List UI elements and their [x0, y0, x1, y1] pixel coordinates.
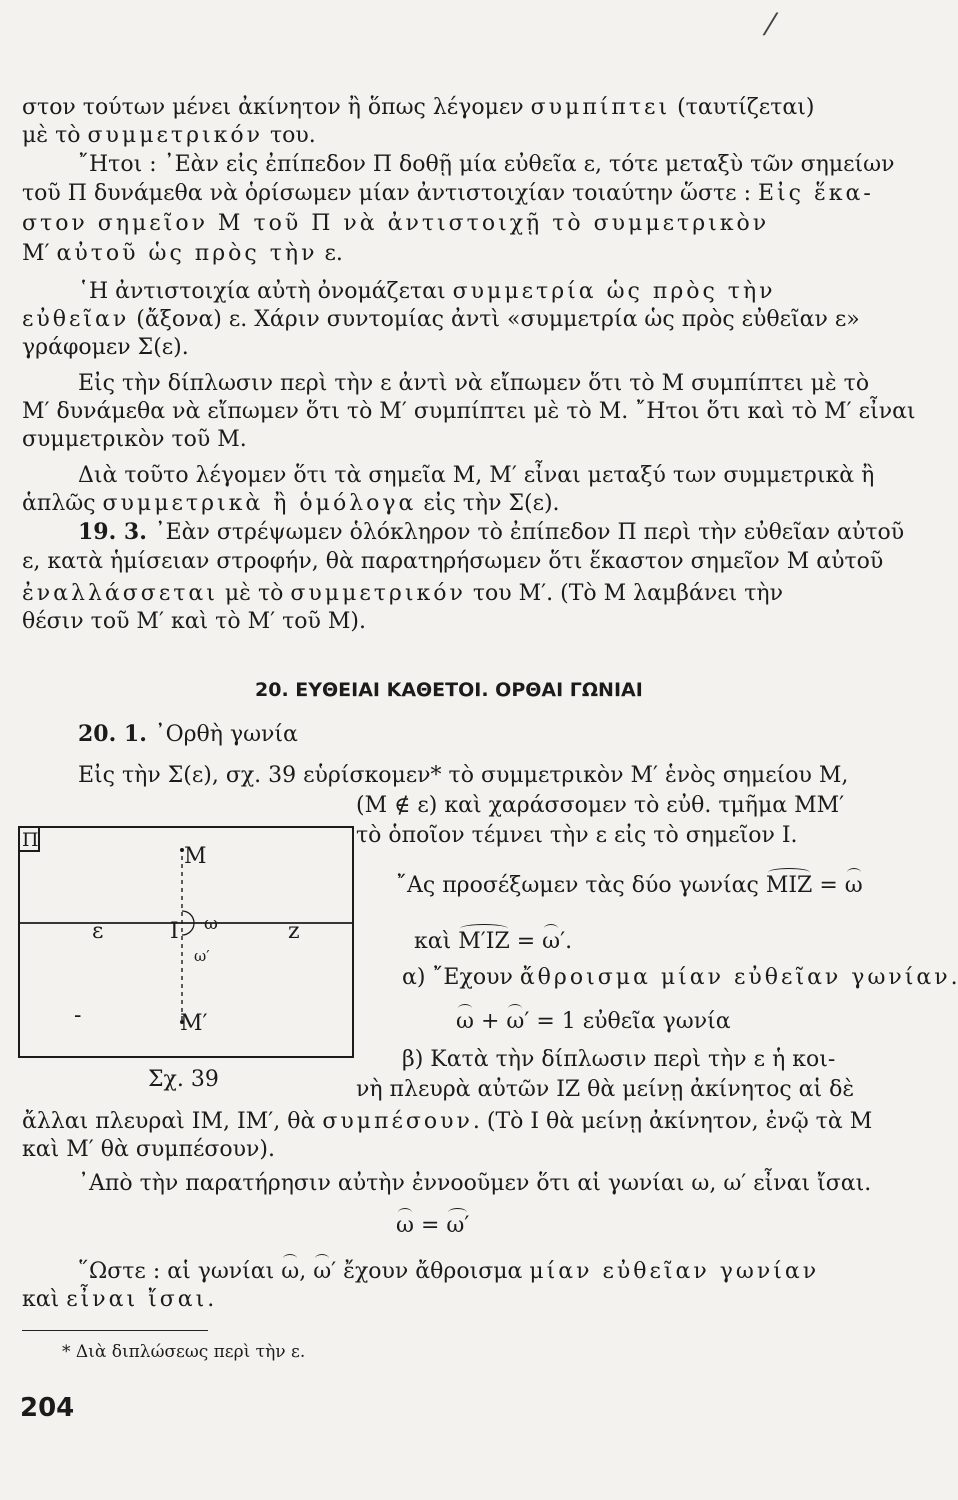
text-line-20: (Μ ∉ ε) καὶ χαράσσομεν τὸ εὐθ. τμῆμα ΜΜ′	[356, 793, 845, 818]
fig-label-dash: -	[74, 1003, 82, 1028]
fig-label-omega-prime: ω′	[194, 947, 210, 965]
fig-label-i: Ι	[170, 919, 179, 944]
fig-label-pi: Π	[22, 829, 39, 851]
text-line-1: στον τούτων μένει ἀκίνητον ἢ ὅπως λέγομεν συμπίπτει (ταυτίζεται)	[22, 95, 815, 120]
page-number: 204	[20, 1393, 75, 1423]
fig-label-m-prime: Μ′	[180, 1011, 208, 1036]
text-line-8: εὐθεῖαν (ἄξονα) ε. Χάριν συντομίας ἀντὶ «συμμετρία ὡς πρὸς εὐθεῖαν ε»	[22, 307, 860, 332]
footnote: * Διὰ διπλώσεως περὶ τὴν ε.	[62, 1342, 306, 1362]
text-line-16: ε, κατὰ ἡμίσειαν στροφήν, θὰ παρατηρήσωμεν ὅτι ἕκαστον σημεῖον Μ αὐτοῦ	[22, 549, 884, 574]
text-line-31: ῞Ωστε : αἱ γωνίαι ω, ω′ ἔχουν ἄθροισμα μίαν εὐθεῖαν γωνίαν	[78, 1259, 820, 1284]
text-line-11: Μ′ δυνάμεθα νὰ εἴπωμεν ὅτι τὸ Μ′ συμπίπτει μὲ τὸ Μ. ῎Ητοι ὅτι καὶ τὸ Μ′ εἶναι	[22, 399, 916, 424]
text-line-28: ἄλλαι πλευραὶ ΙΜ, ΙΜ′, θὰ συμπέσουν. (Τὸ Ι θὰ μείνῃ ἀκίνητον, ἐνῷ τὰ Μ	[22, 1109, 873, 1134]
text-line-26: β) Κατὰ τὴν δίπλωσιν περὶ τὴν ε ἡ κοι-	[402, 1047, 836, 1072]
footnote-rule	[22, 1330, 208, 1331]
text-line-22: ῎Ας προσέξωμεν τὰς δύο γωνίας ΜΙΖ = ω	[396, 873, 863, 898]
text-line-21: τὸ ὁποῖον τέμνει τὴν ε εἰς τὸ σημεῖον Ι.	[356, 823, 798, 848]
equation-equal-angles: ω = ω′	[396, 1213, 470, 1238]
text-line-23: καὶ Μ′ΙΖ = ω′.	[414, 929, 573, 954]
text-line-10: Εἰς τὴν δίπλωσιν περὶ τὴν ε ἀντὶ νὰ εἴπωμεν ὅτι τὸ Μ συμπίπτει μὲ τὸ	[78, 371, 870, 396]
angle-omega-prime-arc	[182, 923, 194, 935]
corner-mark: ⁄	[768, 8, 774, 43]
subsection-heading: 20. 1. ᾿Ορθὴ γωνία	[78, 721, 298, 747]
text-line-30: ᾿Απὸ τὴν παρατήρησιν αὐτὴν ἐννοοῦμεν ὅτι αἱ γωνίαι ω, ω′ εἶναι ἴσαι.	[78, 1171, 872, 1196]
text-line-32: καὶ εἶναι ἴσαι.	[22, 1287, 218, 1312]
text-line-29: καὶ Μ′ θὰ συμπέσουν).	[22, 1137, 275, 1162]
text-line-4: τοῦ Π δυνάμεθα νὰ ὁρίσωμεν μίαν ἀντιστοιχίαν τοιαύτην ὥστε : Εἰς ἕκα-	[22, 181, 874, 206]
text-line-12: συμμετρικὸν τοῦ Μ.	[22, 427, 247, 452]
text-line-24: α) ῎Εχουν ἄθροισμα μίαν εὐθεῖαν γωνίαν.	[402, 965, 958, 990]
fig-label-epsilon: ε	[92, 919, 104, 944]
text-line-27: νὴ πλευρὰ αὐτῶν ΙΖ θὰ μείνῃ ἀκίνητος αἱ δὲ	[356, 1077, 855, 1102]
fig-label-z: z	[288, 919, 300, 944]
text-line-18: θέσιν τοῦ Μ′ καὶ τὸ Μ′ τοῦ Μ).	[22, 609, 366, 634]
text-line-5: στον σημεῖον Μ τοῦ Π νὰ ἀντιστοιχῇ τὸ συμμετρικὸν	[22, 211, 770, 236]
text-line-9: γράφομεν Σ(ε).	[22, 335, 189, 360]
figure-caption: Σχ. 39	[148, 1067, 219, 1092]
text-line-15: 19. 3. ᾿Εὰν στρέψωμεν ὁλόκληρον τὸ ἐπίπεδον Π περὶ τὴν εὐθεῖαν αὐτοῦ	[78, 519, 905, 545]
text-line-7: ῾Η ἀντιστοιχία αὐτὴ ὀνομάζεται συμμετρία ὡς πρὸς τὴν	[78, 279, 776, 304]
text-line-3: ῎Ητοι : ᾿Εὰν εἰς ἐπίπεδον Π δοθῇ μία εὐθεῖα ε, τότε μεταξὺ τῶν σημείων	[78, 152, 895, 177]
text-line-14: ἁπλῶς συμμετρικὰ ἢ ὁμόλογα εἰς τὴν Σ(ε).	[22, 491, 560, 516]
text-line-25: ω + ω′ = 1 εὐθεῖα γωνία	[456, 1009, 731, 1034]
text-line-17: ἐναλλάσσεται μὲ τὸ συμμετρικόν του Μ′. (Τὸ Μ λαμβάνει τὴν	[22, 581, 783, 606]
fig-label-omega: ω	[204, 914, 218, 934]
text-line-2: μὲ τὸ συμμετρικόν του.	[22, 123, 316, 148]
fig-label-m: Μ	[184, 844, 207, 869]
text-line-6: Μ′ αὐτοῦ ὡς πρὸς τὴν ε.	[22, 241, 343, 266]
section-heading: 20. ΕΥΘΕΙΑΙ ΚΑΘΕΤΟΙ. ΟΡΘΑΙ ΓΩΝΙΑΙ	[255, 679, 643, 701]
angle-omega-arc	[182, 911, 194, 923]
text-line-13: Διὰ τοῦτο λέγομεν ὅτι τὰ σημεῖα Μ, Μ′ εἶναι μεταξύ των συμμετρικὰ ἢ	[78, 463, 875, 488]
text-line-19: Εἰς τὴν Σ(ε), σχ. 39 εὑρίσκομεν* τὸ συμμετρικὸν Μ′ ἑνὸς σημείου Μ,	[78, 763, 849, 788]
